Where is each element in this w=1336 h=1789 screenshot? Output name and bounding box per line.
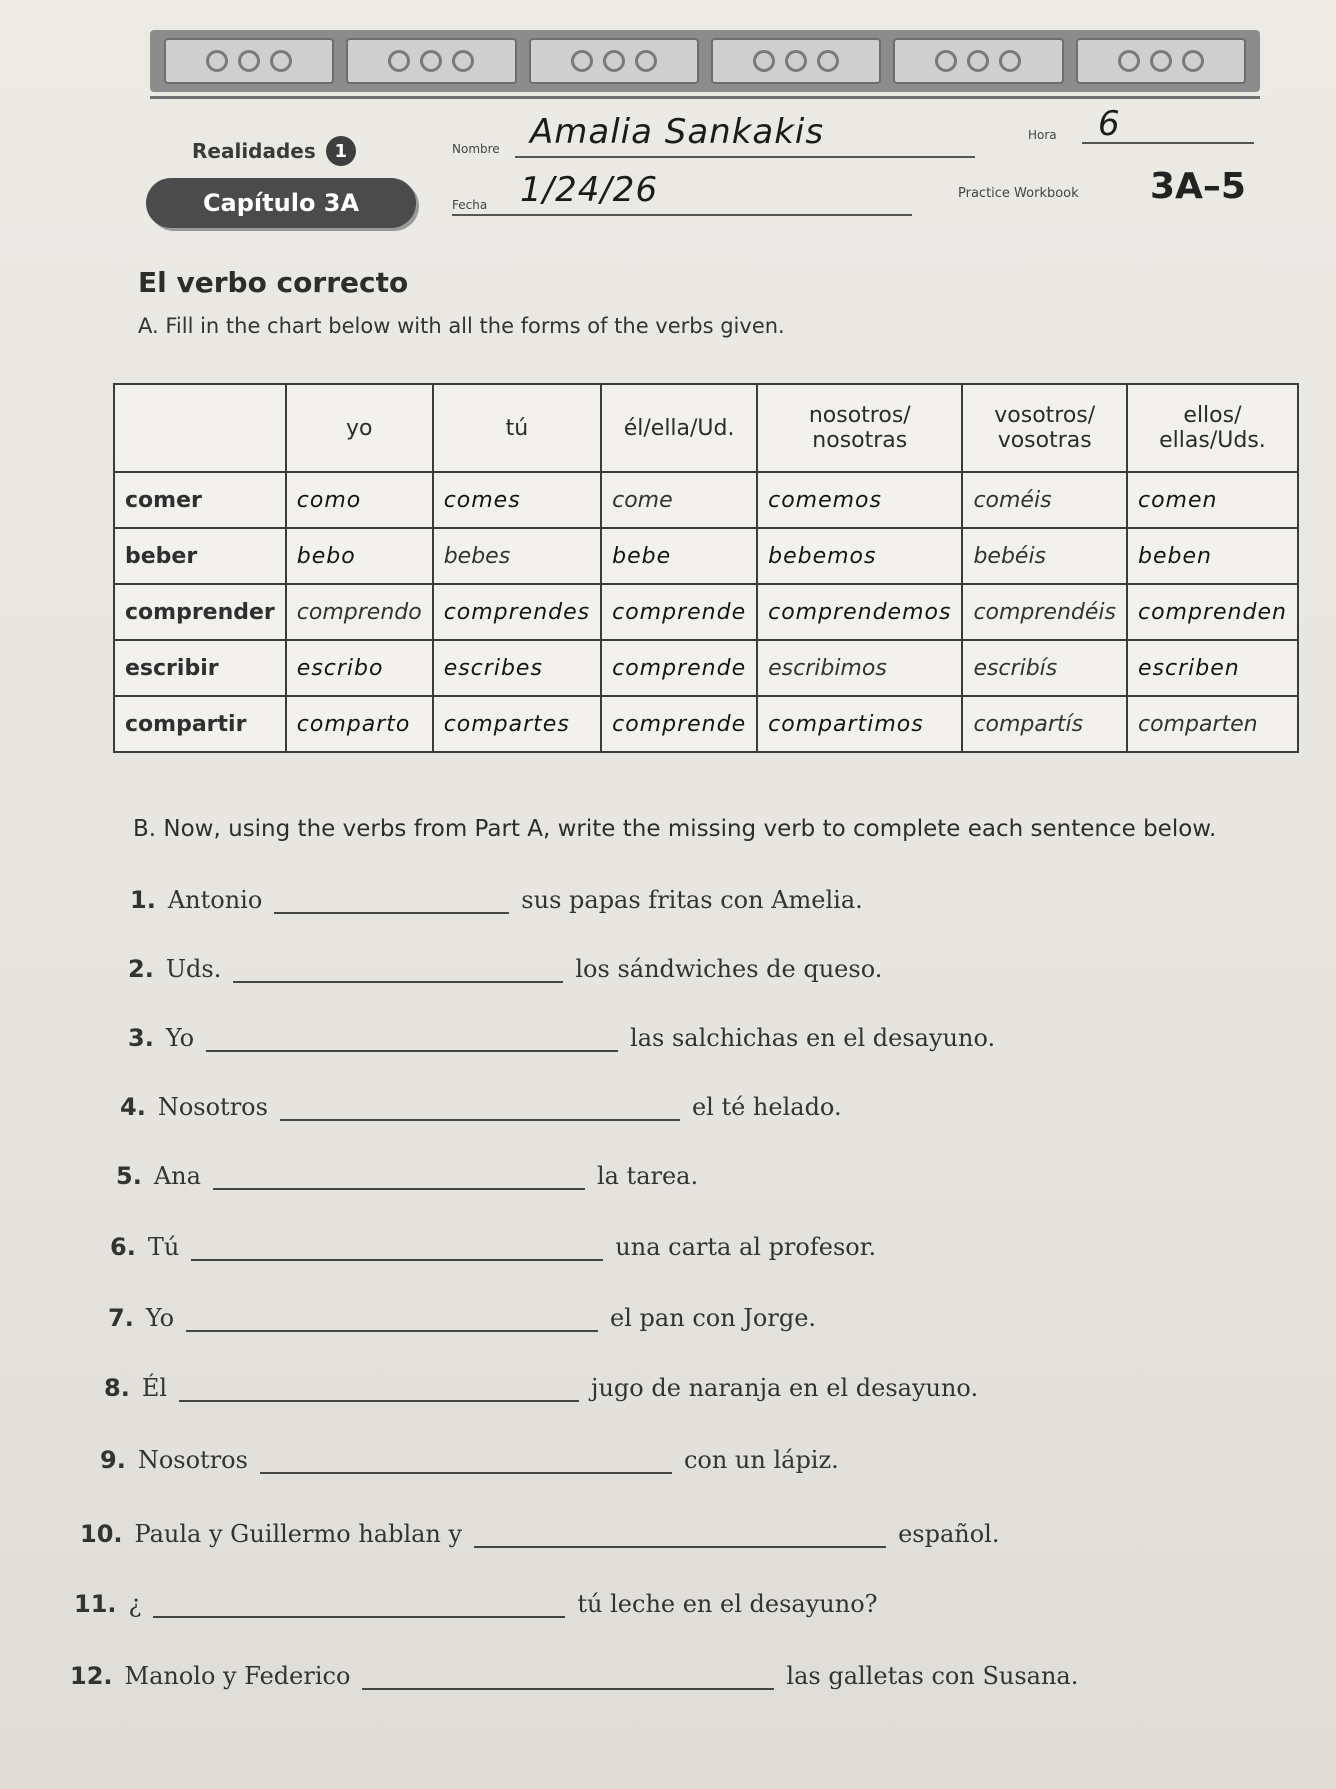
printed-form-cell[interactable]: escribís bbox=[962, 640, 1127, 696]
item-number: 8. bbox=[104, 1374, 130, 1402]
printed-form-cell[interactable]: bebes bbox=[433, 528, 601, 584]
answer-blank[interactable] bbox=[179, 1399, 579, 1402]
handwritten-form-cell[interactable]: escriben bbox=[1127, 640, 1298, 696]
sentence-subject: Yo bbox=[165, 1024, 195, 1052]
column-header: él/ella/Ud. bbox=[601, 384, 757, 472]
item-number: 3. bbox=[128, 1024, 154, 1052]
sentence-subject: Yo bbox=[145, 1304, 175, 1332]
column-header: yo bbox=[286, 384, 433, 472]
sentence-item bbox=[108, 1304, 816, 1332]
answer-blank[interactable] bbox=[362, 1687, 774, 1690]
handwritten-form-cell[interactable]: bebe bbox=[601, 528, 757, 584]
column-header: nosotros/ nosotras bbox=[757, 384, 962, 472]
spiral-ornament-icon bbox=[164, 38, 334, 84]
column-header bbox=[114, 384, 286, 472]
handwritten-form-cell[interactable]: compartimos bbox=[757, 696, 962, 752]
sentence-item bbox=[120, 1093, 842, 1121]
sentence-item bbox=[130, 886, 863, 914]
sentence-subject: Nosotros bbox=[157, 1093, 268, 1121]
nombre-label: Nombre bbox=[452, 142, 500, 156]
series-name: Realidades bbox=[192, 139, 316, 163]
section-title: El verbo correcto bbox=[138, 266, 409, 299]
chart-header-row bbox=[114, 384, 1298, 472]
sentence-item bbox=[74, 1590, 878, 1618]
handwritten-form-cell[interactable]: beben bbox=[1127, 528, 1298, 584]
sentence-item bbox=[110, 1233, 876, 1261]
answer-blank[interactable] bbox=[213, 1187, 585, 1190]
handwritten-form-cell[interactable]: comprende bbox=[601, 584, 757, 640]
sentence-subject: Tú bbox=[147, 1233, 180, 1261]
series-title bbox=[192, 136, 356, 166]
handwritten-form-cell[interactable]: comprendes bbox=[433, 584, 601, 640]
item-number: 12. bbox=[70, 1662, 113, 1690]
sentence-rest: jugo de naranja en el desayuno. bbox=[591, 1374, 979, 1402]
spiral-ornament-icon bbox=[711, 38, 881, 84]
sentence-subject: Paula y Guillermo hablan y bbox=[134, 1520, 463, 1548]
item-number: 1. bbox=[130, 886, 156, 914]
handwritten-form-cell[interactable]: comen bbox=[1127, 472, 1298, 528]
handwritten-form-cell[interactable]: escribo bbox=[286, 640, 433, 696]
level-badge: 1 bbox=[326, 136, 356, 166]
sentence-item bbox=[128, 1024, 995, 1052]
item-number: 5. bbox=[116, 1162, 142, 1190]
answer-blank[interactable] bbox=[191, 1258, 603, 1261]
handwritten-form-cell[interactable]: bebemos bbox=[757, 528, 962, 584]
printed-form-cell[interactable]: comprendo bbox=[286, 584, 433, 640]
answer-blank[interactable] bbox=[206, 1049, 618, 1052]
sentence-item bbox=[80, 1520, 999, 1548]
sentence-subject: Manolo y Federico bbox=[124, 1662, 351, 1690]
practice-workbook-label: Practice Workbook bbox=[958, 186, 1079, 201]
handwritten-form-cell[interactable]: compartes bbox=[433, 696, 601, 752]
handwritten-form-cell[interactable]: comprenden bbox=[1127, 584, 1298, 640]
item-number: 6. bbox=[110, 1233, 136, 1261]
handwritten-form-cell[interactable]: como bbox=[286, 472, 433, 528]
item-number: 10. bbox=[80, 1520, 123, 1548]
answer-blank[interactable] bbox=[274, 911, 509, 914]
decorative-header-band bbox=[150, 30, 1260, 92]
answer-blank[interactable] bbox=[474, 1545, 886, 1548]
sentence-rest: con un lápiz. bbox=[683, 1446, 839, 1474]
sentence-subject: Antonio bbox=[167, 886, 263, 914]
handwritten-form-cell[interactable]: comprende bbox=[601, 640, 757, 696]
sentence-item bbox=[100, 1446, 839, 1474]
item-number: 4. bbox=[120, 1093, 146, 1121]
table-row bbox=[114, 528, 1298, 584]
sentence-rest: los sándwiches de queso. bbox=[575, 955, 883, 983]
handwritten-form-cell[interactable]: comprendemos bbox=[757, 584, 962, 640]
handwritten-form-cell[interactable]: comprende bbox=[601, 696, 757, 752]
column-header: ellos/ ellas/Uds. bbox=[1127, 384, 1298, 472]
spiral-ornament-icon bbox=[529, 38, 699, 84]
verb-infinitive: comer bbox=[114, 472, 286, 528]
table-row bbox=[114, 472, 1298, 528]
part-a-instructions: A. Fill in the chart below with all the forms of the verbs given. bbox=[138, 314, 785, 338]
printed-form-cell[interactable]: comprendéis bbox=[962, 584, 1127, 640]
sentence-subject: Uds. bbox=[165, 955, 222, 983]
sentence-rest: las salchichas en el desayuno. bbox=[630, 1024, 996, 1052]
practice-number: 3A–5 bbox=[1150, 166, 1246, 207]
printed-form-cell[interactable]: comparten bbox=[1127, 696, 1298, 752]
sentence-rest: tú leche en el desayuno? bbox=[577, 1590, 878, 1618]
handwritten-form-cell[interactable]: comes bbox=[433, 472, 601, 528]
part-b-instructions: B. Now, using the verbs from Part A, write the missing verb to complete each sentence below. bbox=[133, 816, 1217, 842]
printed-form-cell[interactable]: coméis bbox=[962, 472, 1127, 528]
item-number: 9. bbox=[100, 1446, 126, 1474]
verb-conjugation-chart bbox=[113, 383, 1299, 753]
item-number: 7. bbox=[108, 1304, 134, 1332]
fecha-label: Fecha bbox=[452, 198, 488, 212]
nombre-line bbox=[515, 156, 975, 158]
printed-form-cell[interactable]: compartís bbox=[962, 696, 1127, 752]
sentence-item bbox=[70, 1662, 1078, 1690]
hora-label: Hora bbox=[1028, 128, 1057, 142]
table-row bbox=[114, 696, 1298, 752]
spiral-ornament-icon bbox=[1076, 38, 1246, 84]
sentence-item bbox=[104, 1374, 978, 1402]
answer-blank[interactable] bbox=[186, 1329, 598, 1332]
printed-form-cell[interactable]: bebéis bbox=[962, 528, 1127, 584]
spiral-ornament-icon bbox=[893, 38, 1063, 84]
sentence-rest: español. bbox=[898, 1520, 1000, 1548]
handwritten-form-cell[interactable]: escribes bbox=[433, 640, 601, 696]
sentence-subject: Él bbox=[141, 1374, 168, 1402]
handwritten-form-cell[interactable]: comemos bbox=[757, 472, 962, 528]
handwritten-form-cell[interactable]: comparto bbox=[286, 696, 433, 752]
answer-blank[interactable] bbox=[153, 1615, 565, 1618]
answer-blank[interactable] bbox=[233, 980, 563, 983]
printed-form-cell[interactable]: escribimos bbox=[757, 640, 962, 696]
verb-infinitive: compartir bbox=[114, 696, 286, 752]
sentence-item bbox=[128, 955, 882, 983]
table-row bbox=[114, 640, 1298, 696]
answer-blank[interactable] bbox=[260, 1471, 672, 1474]
sentence-subject: Ana bbox=[153, 1162, 201, 1190]
sentence-rest: la tarea. bbox=[596, 1162, 699, 1190]
item-number: 2. bbox=[128, 955, 154, 983]
hora-value: 6 bbox=[1098, 104, 1121, 144]
verb-infinitive: comprender bbox=[114, 584, 286, 640]
sentence-item bbox=[116, 1162, 698, 1190]
spiral-ornament-icon bbox=[346, 38, 516, 84]
chapter-badge: Capítulo 3A bbox=[146, 178, 416, 228]
verb-infinitive: escribir bbox=[114, 640, 286, 696]
verb-infinitive: beber bbox=[114, 528, 286, 584]
printed-form-cell[interactable]: come bbox=[601, 472, 757, 528]
sentence-subject: Nosotros bbox=[137, 1446, 248, 1474]
sentence-rest: el té helado. bbox=[691, 1093, 842, 1121]
fecha-value: 1/24/26 bbox=[520, 170, 659, 210]
column-header: vosotros/ vosotras bbox=[962, 384, 1127, 472]
handwritten-form-cell[interactable]: bebo bbox=[286, 528, 433, 584]
fecha-line bbox=[452, 214, 912, 216]
table-row bbox=[114, 584, 1298, 640]
sentence-rest: las galletas con Susana. bbox=[786, 1662, 1079, 1690]
item-number: 11. bbox=[74, 1590, 117, 1618]
header-divider bbox=[150, 96, 1260, 99]
nombre-value: Amalia Sankakis bbox=[530, 112, 825, 152]
sentence-rest: sus papas fritas con Amelia. bbox=[521, 886, 863, 914]
sentence-rest: el pan con Jorge. bbox=[610, 1304, 817, 1332]
sentence-rest: una carta al profesor. bbox=[615, 1233, 877, 1261]
sentence-subject: ¿ bbox=[128, 1590, 142, 1618]
answer-blank[interactable] bbox=[280, 1118, 680, 1121]
column-header: tú bbox=[433, 384, 601, 472]
